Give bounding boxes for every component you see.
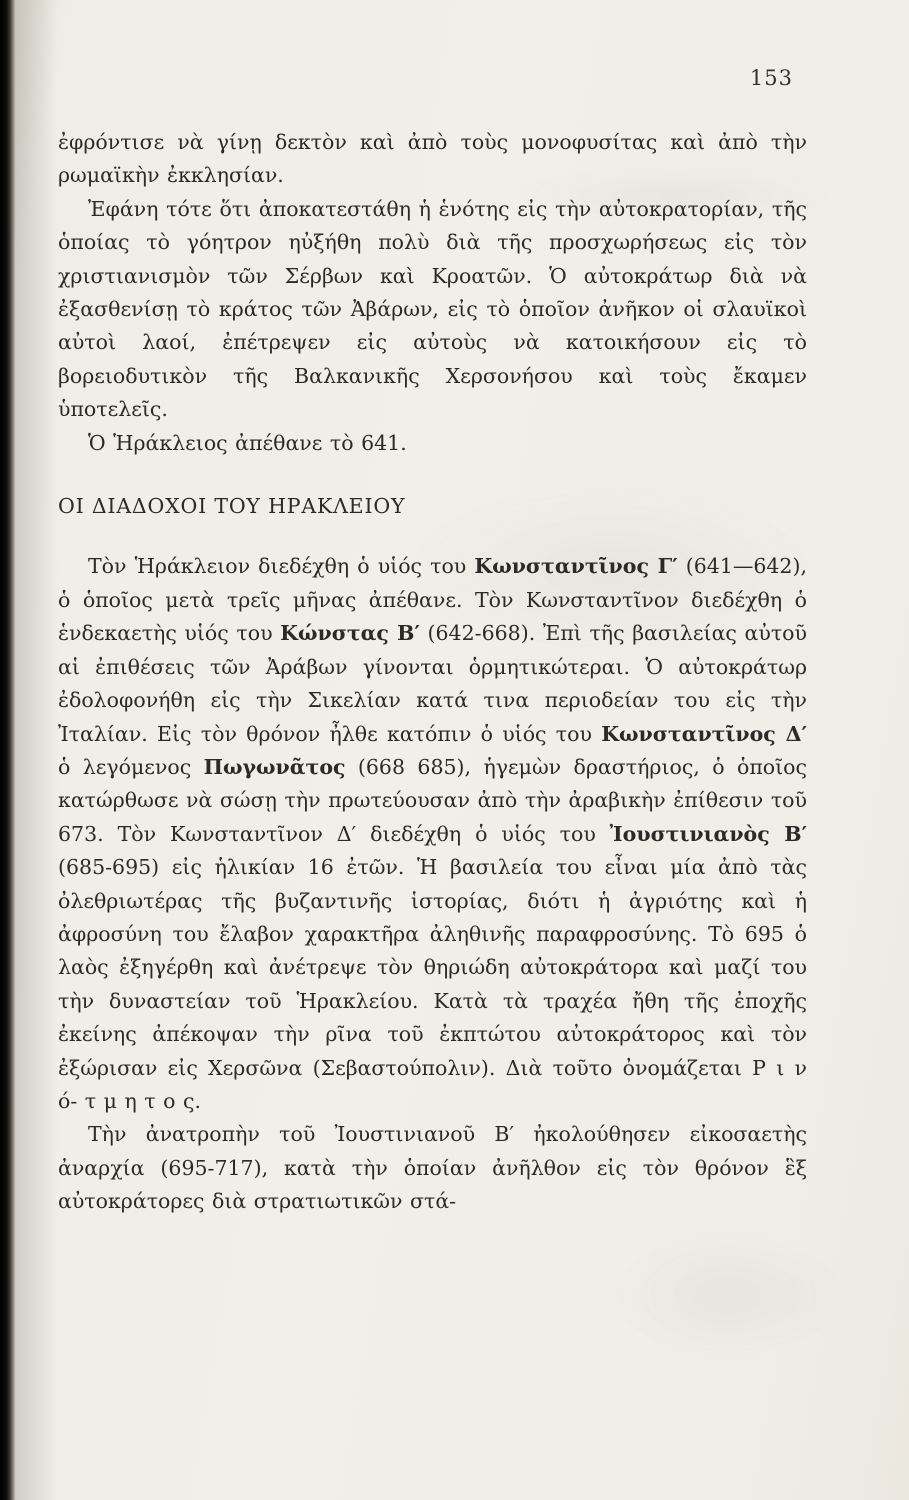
emperor-name: Κωνσταντῖνος Δ′ [601, 721, 807, 746]
scan-binding-edge [0, 0, 16, 1500]
emperor-name: Ἰουστινιανὸς Β′ [609, 821, 807, 846]
text-segment: ὁ λεγόμενος [58, 754, 204, 779]
paragraph [58, 126, 807, 193]
paragraph [58, 193, 807, 427]
emperor-name: Πωγωνᾶτος [203, 754, 346, 779]
binding-shadow [16, 0, 58, 1500]
text-segment: (641—642), ὁ ὁποῖος μετὰ τρεῖς μῆνας ἀπέθανε. Τὸν Κωνσταντῖνον διεδέχθη ὁ ἑνδεκαετὴς υἱός του [58, 554, 807, 646]
paragraph [58, 427, 807, 460]
bleed-through-mark [609, 1230, 849, 1360]
section-heading: ΟΙ ΔΙΑΔΟΧΟΙ ΤΟΥ ΗΡΑΚΛΕΙΟΥ [58, 494, 406, 519]
text-segment: ἐφρόντισε νὰ γίνῃ δεκτὸν καὶ ἀπὸ τοὺς μονοφυσίτας καὶ ἀπὸ τὴν ρωμαϊκὴν ἐκκλησίαν. [58, 130, 807, 188]
paragraph [58, 1118, 807, 1218]
text-segment: Τὸν Ἡράκλειον διεδέχθη ὁ υἱός του [88, 554, 475, 579]
emperor-name: Κώνστας Β′ [280, 621, 420, 646]
emperor-name: Κωνσταντῖνος Γ′ [474, 554, 678, 579]
text-segment: Ὁ Ἡράκλειος ἀπέθανε τὸ 641. [88, 430, 407, 455]
page-number: 153 [749, 66, 793, 90]
paragraph [58, 550, 807, 1118]
text-segment: (642-668). Ἐπὶ τῆς βασιλείας αὐτοῦ αἱ ἐπιθέσεις τῶν Ἀράβων γίνονται ὁρμητικώτεραι. Ὁ αὐτοκράτωρ ἐδολοφονήθη εἰς τὴν Σικελίαν κατά τινα περιοδείαν του εἰς τὴν Ἰταλίαν. Εἰς τὸν θρόνον ἦλθε κατόπιν ὁ υἱός του [58, 621, 807, 746]
text-segment: Τὴν ἀνατροπὴν τοῦ Ἰουστινιανοῦ Β′ ἠκολούθησεν εἰκοσαετὴς ἀναρχία (695-717), κατὰ τὴν ὁποίαν ἀνῆλθον εἰς τὸν θρόνον ἓξ αὐτοκράτορες διὰ στρατιωτικῶν στά- [58, 1122, 807, 1214]
text-segment: Ἐφάνη τότε ὅτι ἀποκατεστάθη ἡ ἑνότης εἰς τὴν αὐτοκρατορίαν, τῆς ὁποίας τὸ γόητρον ηὐξήθη πολὺ διὰ τῆς προσχωρήσεως εἰς τὸν χριστιανισμὸν τῶν Σέρβων καὶ Κροατῶν. Ὁ αὐτοκράτωρ διὰ νὰ ἐξασθενίσῃ τὸ κράτος τῶν Ἀβάρων, εἰς τὸ ὁποῖον ἀνῆκον οἱ σλαυϊκοὶ αὐτοὶ λαοί, ἐπέτρεψεν εἰς αὐτοὺς νὰ κατοικήσουν εἰς τὸ βορειοδυτικὸν τῆς Βαλκανικῆς Χερσονήσου καὶ τοὺς ἔκαμεν ὑποτελεῖς. [58, 196, 807, 422]
text-block [58, 126, 807, 1219]
text-segment: (685-695) εἰς ἡλικίαν 16 ἐτῶν. Ἡ βασιλεία του εἶναι μία ἀπὸ τὰς ὀλεθριωτέρας τῆς βυζαντινῆς ἱστορίας, διότι ἡ ἀγριότης καὶ ἡ ἀφροσύνη του ἔλαβον χαρακτῆρα ἀληθινῆς παραφροσύνης. Τὸ 695 ὁ λαὸς ἐξηγέρθη καὶ ἀνέτρεψε τὸν θηριώδη αὐτοκράτορα καὶ μαζί του τὴν δυναστείαν τοῦ Ἡρακλείου. Κατὰ τὰ τραχέα ἤθη τῆς ἐποχῆς ἐκείνης ἀπέκοψαν τὴν ρῖνα τοῦ ἐκπτώτου αὐτοκράτορος καὶ τὸν ἐξώρισαν εἰς Χερσῶνα (Σεβαστούπολιν). Διὰ τοῦτο ὀνομάζεται Ρ ι ν ό- τ μ η τ ο ς. [58, 855, 807, 1113]
text-segment: (668 685), ἡγεμὼν δραστήριος, ὁ ὁποῖος κατώρθωσε νὰ σώσῃ τὴν πρωτεύουσαν ἀπὸ τὴν ἀραβικὴν ἐπίθεσιν τοῦ 673. Τὸν Κωνσταντῖνον Δ′ διεδέχθη ὁ υἱός του [58, 754, 807, 846]
